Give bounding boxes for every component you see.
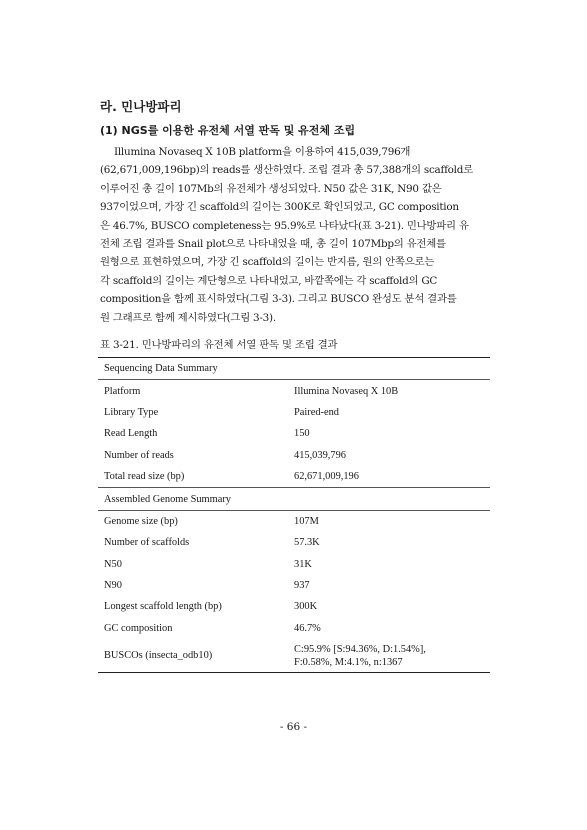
table-row <box>98 575 490 596</box>
row-value: 300K <box>294 601 318 613</box>
row-label: Longest scaffold length (bp) <box>104 601 222 613</box>
paragraph-line: 원 그래프로 함께 제시하였다(그림 3-3). <box>100 311 276 324</box>
row-value: 107M <box>288 510 490 532</box>
table-row <box>98 510 490 532</box>
paragraph-line: 937이었으며, 가장 긴 scaffold의 길이는 300K로 확인되었고, GC composition <box>100 201 459 214</box>
subsection-heading: (1) NGS를 이용한 유전체 서열 판독 및 유전체 조립 <box>100 124 356 137</box>
paragraph-line: 이루어진 총 길이 107Mb의 유전체가 생성되었다. N50 값은 31K, N90 값은 <box>100 182 442 195</box>
table-row <box>98 554 490 575</box>
table-row <box>98 445 490 466</box>
row-value: Illumina Novaseq X 10B <box>288 380 490 402</box>
table-section-header <box>98 488 490 510</box>
busco-value-line: C:95.9% [S:94.36%, D:1.54%], <box>294 643 426 655</box>
paragraph-line: 은 46.7%, BUSCO completeness는 95.9%로 나타났다(표 3-21). 민나방파리 유 <box>100 219 469 232</box>
row-value: 57.3K <box>294 537 320 549</box>
body-paragraph <box>100 143 492 327</box>
paragraph-line: 원형으로 표현하였으며, 가장 긴 scaffold의 길이는 반지름, 원의 안쪽으로는 <box>100 256 435 269</box>
row-label: BUSCOs (insecta_odb10) <box>98 639 288 673</box>
row-label: Number of reads <box>104 449 174 461</box>
row-value: 31K <box>294 558 312 570</box>
row-label: Library Type <box>104 406 159 418</box>
row-value: 937 <box>294 580 310 592</box>
row-value: 62,671,009,196 <box>294 471 359 483</box>
table-row <box>98 402 490 423</box>
row-value: Paired-end <box>294 406 340 418</box>
row-label: Number of scaffolds <box>104 537 190 549</box>
row-label: N90 <box>104 580 122 592</box>
paragraph-line: composition을 함께 표시하였다(그림 3-3). 그리고 BUSCO 완성도 분석 결과를 <box>100 293 457 306</box>
paragraph-line: 각 scaffold의 길이는 계단형으로 나타내었고, 바깥쪽에는 각 scaffold의 GC <box>100 274 438 287</box>
row-value: 46.7% <box>294 622 321 634</box>
row-label: GC composition <box>104 622 173 634</box>
table-row <box>98 380 490 402</box>
row-label: Genome size (bp) <box>98 510 288 532</box>
row-label: N50 <box>104 558 122 570</box>
genome-summary-table <box>98 357 490 673</box>
assembly-summary-header: Assembled Genome Summary <box>98 488 490 510</box>
table-row <box>98 466 490 488</box>
table-row <box>98 596 490 617</box>
row-label: Read Length <box>104 428 158 440</box>
paragraph-line: (62,671,009,196bp)의 reads를 생산하였다. 조립 결과 총 57,388개의 scaffold로 <box>100 164 473 177</box>
table-section-header <box>98 358 490 380</box>
row-label: Total read size (bp) <box>104 471 185 483</box>
page-number: - 66 - <box>279 721 308 733</box>
table-row <box>98 423 490 444</box>
paragraph-line: Illumina Novaseq X 10B platform을 이용하여 415,039,796개 <box>114 146 411 158</box>
busco-value-line: F:0.58%, M:4.1%, n:1367 <box>294 656 403 668</box>
row-value: 415,039,796 <box>294 449 346 461</box>
row-label: Platform <box>98 380 288 402</box>
table-caption: 표 3-21. 민나방파리의 유전체 서열 판독 및 조립 결과 <box>100 339 338 351</box>
table-row <box>98 639 490 673</box>
table-row <box>98 618 490 639</box>
sequencing-summary-header: Sequencing Data Summary <box>98 358 490 380</box>
row-value: 150 <box>294 428 310 440</box>
paragraph-line: 전체 조립 결과를 Snail plot으로 나타내었을 때, 총 길이 107Mbp의 유전체를 <box>100 238 446 251</box>
table-row <box>98 532 490 553</box>
section-heading: 라. 민나방파리 <box>100 99 182 114</box>
row-value <box>288 639 490 673</box>
